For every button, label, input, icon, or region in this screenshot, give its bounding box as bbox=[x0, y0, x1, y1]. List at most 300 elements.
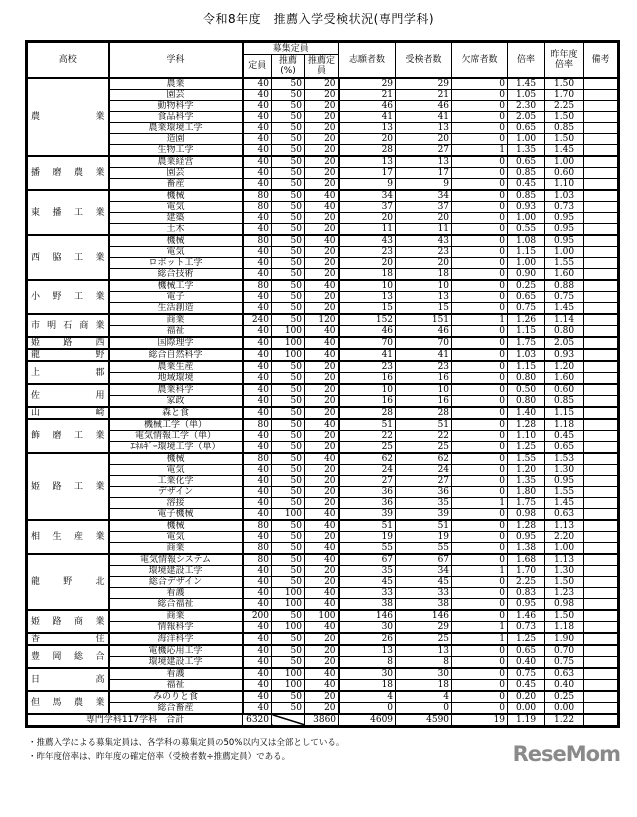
absent-cell: 0 bbox=[452, 431, 508, 442]
examinees-cell: 13 bbox=[396, 645, 452, 657]
quota-cell: 40 bbox=[243, 622, 272, 634]
table-row bbox=[27, 78, 619, 90]
rate-cell: 0.45 bbox=[508, 179, 545, 191]
table-row bbox=[27, 703, 619, 715]
prev-rate-cell: 0.93 bbox=[545, 349, 584, 361]
rec-pct-cell: 100 bbox=[272, 588, 305, 599]
rec-quota-cell: 20 bbox=[305, 476, 339, 487]
footnote: ・推薦入学による募集定員は、各学科の募集定員の50%以内又は全部としている。 bbox=[28, 738, 345, 748]
absent-cell: 0 bbox=[452, 280, 508, 292]
quota-cell: 80 bbox=[243, 190, 272, 202]
quota-cell: 80 bbox=[243, 202, 272, 213]
prev-rate-cell: 0.60 bbox=[545, 384, 584, 396]
dept-cell: 総合福祉 bbox=[109, 599, 243, 611]
notes-cell bbox=[584, 373, 619, 385]
rate-cell: 0.93 bbox=[508, 202, 545, 213]
absent-cell: 0 bbox=[452, 168, 508, 179]
notes-cell bbox=[584, 213, 619, 224]
applicants-cell: 45 bbox=[339, 577, 396, 588]
total-row bbox=[27, 714, 619, 727]
rec-pct-cell: 100 bbox=[272, 337, 305, 349]
applicants-cell: 17 bbox=[339, 168, 396, 179]
rec-quota-cell: 20 bbox=[305, 90, 339, 101]
rec-quota-cell: 20 bbox=[305, 498, 339, 509]
rate-cell: 0.65 bbox=[508, 156, 545, 168]
dept-cell: 機械 bbox=[109, 453, 243, 465]
rate-cell: 2.25 bbox=[508, 577, 545, 588]
dept-cell: 機械工学（単） bbox=[109, 419, 243, 431]
rate-cell: 1.15 bbox=[508, 361, 545, 373]
rec-pct-cell: 50 bbox=[272, 269, 305, 281]
prev-rate-cell: 1.45 bbox=[545, 303, 584, 315]
table-row bbox=[27, 213, 619, 224]
notes-cell bbox=[584, 476, 619, 487]
absent-cell: 0 bbox=[452, 703, 508, 715]
rec-pct-cell: 50 bbox=[272, 202, 305, 213]
applicants-cell: 23 bbox=[339, 247, 396, 258]
quota-cell: 40 bbox=[243, 680, 272, 692]
prev-rate-cell: 1.90 bbox=[545, 633, 584, 645]
dept-cell: 総合自然科学 bbox=[109, 349, 243, 361]
table-row bbox=[27, 373, 619, 385]
rec-quota-cell: 20 bbox=[305, 123, 339, 134]
prev-rate-cell: 1.50 bbox=[545, 610, 584, 622]
absent-cell: 0 bbox=[452, 645, 508, 657]
absent-cell: 0 bbox=[452, 190, 508, 202]
rate-cell: 0.80 bbox=[508, 396, 545, 408]
examinees-cell: 37 bbox=[396, 202, 452, 213]
rec-pct-cell: 50 bbox=[272, 112, 305, 123]
dept-cell: 園芸 bbox=[109, 168, 243, 179]
applicants-cell: 0 bbox=[339, 703, 396, 715]
table-row bbox=[27, 431, 619, 442]
rate-cell: 1.03 bbox=[508, 349, 545, 361]
rec-quota-cell: 20 bbox=[305, 442, 339, 454]
prev-rate-cell: 0.60 bbox=[545, 168, 584, 179]
absent-cell: 0 bbox=[452, 384, 508, 396]
footnotes bbox=[28, 736, 344, 764]
rec-quota-cell: 40 bbox=[305, 419, 339, 431]
examinees-cell: 29 bbox=[396, 78, 452, 90]
quota-cell: 40 bbox=[243, 487, 272, 498]
rec-pct-cell: 100 bbox=[272, 349, 305, 361]
quota-cell: 40 bbox=[243, 407, 272, 419]
quota-cell: 200 bbox=[243, 610, 272, 622]
rec-pct-cell: 50 bbox=[272, 168, 305, 179]
notes-cell bbox=[584, 123, 619, 134]
quota-cell: 40 bbox=[243, 476, 272, 487]
header-notes: 備考 bbox=[584, 42, 619, 79]
rate-cell: 1.05 bbox=[508, 90, 545, 101]
rate-cell: 1.10 bbox=[508, 431, 545, 442]
notes-cell bbox=[584, 657, 619, 669]
examinees-cell: 25 bbox=[396, 633, 452, 645]
quota-cell: 40 bbox=[243, 577, 272, 588]
header-rec-pct: 推薦(%) bbox=[272, 55, 305, 79]
dept-cell: 国際理学 bbox=[109, 337, 243, 349]
rec-pct-cell: 50 bbox=[272, 134, 305, 145]
quota-cell: 40 bbox=[243, 179, 272, 191]
table-row bbox=[27, 680, 619, 692]
dept-cell: 電子機械 bbox=[109, 509, 243, 521]
notes-cell bbox=[584, 577, 619, 588]
prev-rate-cell: 0.85 bbox=[545, 123, 584, 134]
examinees-cell: 8 bbox=[396, 657, 452, 669]
quota-cell: 80 bbox=[243, 543, 272, 555]
quota-cell: 40 bbox=[243, 361, 272, 373]
rec-quota-cell: 20 bbox=[305, 224, 339, 236]
applicants-cell: 4 bbox=[339, 691, 396, 703]
dept-cell: 電子 bbox=[109, 292, 243, 303]
prev-rate-cell: 1.60 bbox=[545, 269, 584, 281]
notes-cell bbox=[584, 465, 619, 476]
school-name: 日高 bbox=[27, 668, 109, 691]
prev-rate-cell: 1.30 bbox=[545, 465, 584, 476]
notes-cell bbox=[584, 680, 619, 692]
applicants-cell: 21 bbox=[339, 90, 396, 101]
examinees-cell: 39 bbox=[396, 509, 452, 521]
quota-cell: 40 bbox=[243, 112, 272, 123]
examinees-cell: 19 bbox=[396, 532, 452, 543]
examinees-cell: 17 bbox=[396, 168, 452, 179]
dept-cell: 生物工学 bbox=[109, 145, 243, 157]
quota-cell: 40 bbox=[243, 442, 272, 454]
rate-cell: 0.75 bbox=[508, 668, 545, 680]
rec-quota-cell: 40 bbox=[305, 622, 339, 634]
rec-pct-cell: 50 bbox=[272, 465, 305, 476]
header-examinees: 受検者数 bbox=[396, 42, 452, 79]
examinees-cell: 22 bbox=[396, 431, 452, 442]
quota-cell: 40 bbox=[243, 509, 272, 521]
school-name: 姫路工業 bbox=[27, 453, 109, 520]
notes-cell bbox=[584, 247, 619, 258]
notes-cell bbox=[584, 633, 619, 645]
quota-cell: 40 bbox=[243, 498, 272, 509]
prev-rate-cell: 1.00 bbox=[545, 247, 584, 258]
dept-cell: 電気 bbox=[109, 532, 243, 543]
rate-cell: 0.95 bbox=[508, 532, 545, 543]
dept-cell: 電機応用工学 bbox=[109, 645, 243, 657]
rate-cell: 0.40 bbox=[508, 657, 545, 669]
rec-pct-cell: 50 bbox=[272, 703, 305, 715]
header-dept: 学科 bbox=[109, 42, 243, 79]
applicants-cell: 34 bbox=[339, 190, 396, 202]
quota-cell: 40 bbox=[243, 691, 272, 703]
school-name: 市明石商業 bbox=[27, 314, 109, 337]
rec-pct-cell: 50 bbox=[272, 303, 305, 315]
rec-pct-cell: 50 bbox=[272, 476, 305, 487]
rec-quota-cell: 40 bbox=[305, 543, 339, 555]
dept-cell: ロボット工学 bbox=[109, 258, 243, 269]
absent-cell: 0 bbox=[452, 487, 508, 498]
applicants-cell: 19 bbox=[339, 532, 396, 543]
applicants-cell: 55 bbox=[339, 543, 396, 555]
rec-quota-cell: 40 bbox=[305, 337, 339, 349]
notes-cell bbox=[584, 190, 619, 202]
applicants-cell: 26 bbox=[339, 633, 396, 645]
rate-cell: 1.08 bbox=[508, 235, 545, 247]
applicants-cell: 29 bbox=[339, 78, 396, 90]
examinees-cell: 18 bbox=[396, 269, 452, 281]
prev-rate-cell: 0.95 bbox=[545, 213, 584, 224]
table-row bbox=[27, 498, 619, 509]
table-row bbox=[27, 292, 619, 303]
table-row bbox=[27, 280, 619, 292]
rec-quota-cell: 120 bbox=[305, 314, 339, 326]
notes-cell bbox=[584, 691, 619, 703]
notes-cell bbox=[584, 303, 619, 315]
examinees-cell: 151 bbox=[396, 314, 452, 326]
rec-quota-cell: 20 bbox=[305, 566, 339, 577]
total-notes bbox=[584, 714, 619, 727]
rate-cell: 0.45 bbox=[508, 680, 545, 692]
header-applicants: 志願者数 bbox=[339, 42, 396, 79]
rec-quota-cell: 20 bbox=[305, 633, 339, 645]
notes-cell bbox=[584, 156, 619, 168]
prev-rate-cell: 1.23 bbox=[545, 588, 584, 599]
absent-cell: 1 bbox=[452, 622, 508, 634]
rec-pct-cell: 50 bbox=[272, 396, 305, 408]
table-row bbox=[27, 90, 619, 101]
table-row bbox=[27, 190, 619, 202]
prev-rate-cell: 1.50 bbox=[545, 112, 584, 123]
applicants-cell: 36 bbox=[339, 498, 396, 509]
notes-cell bbox=[584, 498, 619, 509]
notes-cell bbox=[584, 292, 619, 303]
examinees-cell: 41 bbox=[396, 349, 452, 361]
absent-cell: 0 bbox=[452, 599, 508, 611]
dept-cell: 情報科学 bbox=[109, 622, 243, 634]
dept-cell: 電気情報工学（単） bbox=[109, 431, 243, 442]
table-row bbox=[27, 633, 619, 645]
prev-rate-cell: 0.95 bbox=[545, 235, 584, 247]
quota-cell: 40 bbox=[243, 90, 272, 101]
table-row bbox=[27, 112, 619, 123]
rec-pct-cell: 50 bbox=[272, 453, 305, 465]
rate-cell: 0.65 bbox=[508, 123, 545, 134]
quota-cell: 40 bbox=[243, 384, 272, 396]
table-row bbox=[27, 610, 619, 622]
rec-quota-cell: 20 bbox=[305, 247, 339, 258]
examinees-cell: 46 bbox=[396, 326, 452, 338]
school-name: 播磨農業 bbox=[27, 156, 109, 190]
rec-quota-cell: 20 bbox=[305, 373, 339, 385]
examinees-cell: 55 bbox=[396, 543, 452, 555]
rec-quota-cell: 20 bbox=[305, 465, 339, 476]
applicants-cell: 41 bbox=[339, 349, 396, 361]
rate-cell: 0.83 bbox=[508, 588, 545, 599]
rec-quota-cell: 40 bbox=[305, 668, 339, 680]
applicants-cell: 20 bbox=[339, 213, 396, 224]
dept-cell: 機械工学 bbox=[109, 280, 243, 292]
applicants-cell: 15 bbox=[339, 303, 396, 315]
rec-quota-cell: 20 bbox=[305, 112, 339, 123]
rec-pct-cell: 50 bbox=[272, 373, 305, 385]
school-name: 上郡 bbox=[27, 361, 109, 384]
rate-cell: 0.95 bbox=[508, 599, 545, 611]
applicants-cell: 28 bbox=[339, 145, 396, 157]
notes-cell bbox=[584, 622, 619, 634]
rec-pct-cell: 50 bbox=[272, 179, 305, 191]
applicants-cell: 16 bbox=[339, 396, 396, 408]
rec-pct-cell: 100 bbox=[272, 509, 305, 521]
prev-rate-cell: 1.14 bbox=[545, 314, 584, 326]
rate-cell: 0.65 bbox=[508, 645, 545, 657]
examinees-cell: 33 bbox=[396, 588, 452, 599]
table-row bbox=[27, 224, 619, 236]
notes-cell bbox=[584, 520, 619, 532]
rec-quota-cell: 20 bbox=[305, 691, 339, 703]
rec-quota-cell: 40 bbox=[305, 554, 339, 566]
absent-cell: 0 bbox=[452, 156, 508, 168]
absent-cell: 0 bbox=[452, 78, 508, 90]
table-row bbox=[27, 326, 619, 338]
applicants-cell: 24 bbox=[339, 465, 396, 476]
prev-rate-cell: 0.00 bbox=[545, 703, 584, 715]
examinees-cell: 20 bbox=[396, 213, 452, 224]
rec-quota-cell: 40 bbox=[305, 588, 339, 599]
notes-cell bbox=[584, 349, 619, 361]
rate-cell: 0.98 bbox=[508, 509, 545, 521]
table-row bbox=[27, 134, 619, 145]
prev-rate-cell: 1.55 bbox=[545, 487, 584, 498]
applicants-cell: 13 bbox=[339, 156, 396, 168]
examinees-cell: 11 bbox=[396, 224, 452, 236]
applicants-cell: 23 bbox=[339, 361, 396, 373]
absent-cell: 0 bbox=[452, 588, 508, 599]
rec-quota-cell: 100 bbox=[305, 610, 339, 622]
prev-rate-cell: 1.13 bbox=[545, 554, 584, 566]
prev-rate-cell: 1.00 bbox=[545, 543, 584, 555]
examinees-cell: 23 bbox=[396, 247, 452, 258]
notes-cell bbox=[584, 543, 619, 555]
absent-cell: 0 bbox=[452, 235, 508, 247]
prev-rate-cell: 0.65 bbox=[545, 442, 584, 454]
rec-pct-cell: 50 bbox=[272, 691, 305, 703]
table-row bbox=[27, 179, 619, 191]
applicants-cell: 46 bbox=[339, 101, 396, 112]
notes-cell bbox=[584, 509, 619, 521]
school-name: 農業 bbox=[27, 78, 109, 156]
notes-cell bbox=[584, 112, 619, 123]
table-row bbox=[27, 384, 619, 396]
rec-pct-cell: 50 bbox=[272, 224, 305, 236]
examinees-cell: 27 bbox=[396, 145, 452, 157]
applicants-cell: 13 bbox=[339, 645, 396, 657]
rec-pct-cell: 50 bbox=[272, 442, 305, 454]
rec-quota-cell: 20 bbox=[305, 396, 339, 408]
rate-cell: 0.90 bbox=[508, 269, 545, 281]
prev-rate-cell: 0.45 bbox=[545, 431, 584, 442]
notes-cell bbox=[584, 566, 619, 577]
examinees-cell: 70 bbox=[396, 337, 452, 349]
page-title: 令和8年度 推薦入学受検状況(専門学科) bbox=[203, 12, 434, 26]
total-rec-quota: 3860 bbox=[305, 714, 339, 727]
quota-cell: 40 bbox=[243, 326, 272, 338]
rate-cell: 1.00 bbox=[508, 258, 545, 269]
footer bbox=[0, 728, 637, 766]
absent-cell: 0 bbox=[452, 269, 508, 281]
rec-pct-cell: 100 bbox=[272, 668, 305, 680]
total-examinees: 4590 bbox=[396, 714, 452, 727]
quota-cell: 40 bbox=[243, 168, 272, 179]
table-row bbox=[27, 145, 619, 157]
prev-rate-cell: 2.05 bbox=[545, 337, 584, 349]
table-row bbox=[27, 235, 619, 247]
absent-cell: 0 bbox=[452, 577, 508, 588]
table-row bbox=[27, 442, 619, 454]
notes-cell bbox=[584, 224, 619, 236]
table-row bbox=[27, 337, 619, 349]
rate-cell: 1.75 bbox=[508, 498, 545, 509]
rec-pct-cell: 50 bbox=[272, 554, 305, 566]
quota-cell: 40 bbox=[243, 566, 272, 577]
rec-quota-cell: 20 bbox=[305, 361, 339, 373]
notes-cell bbox=[584, 134, 619, 145]
examinees-cell: 13 bbox=[396, 156, 452, 168]
table-row bbox=[27, 123, 619, 134]
rate-cell: 1.46 bbox=[508, 610, 545, 622]
rate-cell: 2.30 bbox=[508, 101, 545, 112]
table-row bbox=[27, 588, 619, 599]
notes-cell bbox=[584, 610, 619, 622]
prev-rate-cell: 0.70 bbox=[545, 645, 584, 657]
notes-cell bbox=[584, 588, 619, 599]
rec-pct-cell: 50 bbox=[272, 156, 305, 168]
dept-cell: 機械 bbox=[109, 235, 243, 247]
absent-cell: 0 bbox=[452, 361, 508, 373]
prev-rate-cell: 0.40 bbox=[545, 680, 584, 692]
dept-cell: デザイン bbox=[109, 487, 243, 498]
rate-cell: 1.15 bbox=[508, 247, 545, 258]
applicants-cell: 28 bbox=[339, 407, 396, 419]
applicants-cell: 152 bbox=[339, 314, 396, 326]
rate-cell: 0.50 bbox=[508, 384, 545, 396]
absent-cell: 0 bbox=[452, 349, 508, 361]
applicants-cell: 20 bbox=[339, 134, 396, 145]
absent-cell: 0 bbox=[452, 532, 508, 543]
notes-cell bbox=[584, 419, 619, 431]
quota-cell: 40 bbox=[243, 431, 272, 442]
school-name: 佐用 bbox=[27, 384, 109, 407]
quota-cell: 40 bbox=[243, 156, 272, 168]
notes-cell bbox=[584, 668, 619, 680]
rec-pct-cell: 50 bbox=[272, 90, 305, 101]
notes-cell bbox=[584, 145, 619, 157]
examinees-cell: 23 bbox=[396, 361, 452, 373]
rec-quota-cell: 40 bbox=[305, 280, 339, 292]
rate-cell: 1.70 bbox=[508, 566, 545, 577]
examinees-cell: 27 bbox=[396, 476, 452, 487]
applicants-cell: 46 bbox=[339, 326, 396, 338]
school-name: 飾磨工業 bbox=[27, 419, 109, 453]
examinees-cell: 34 bbox=[396, 190, 452, 202]
prev-rate-cell: 1.30 bbox=[545, 566, 584, 577]
prev-rate-cell: 1.00 bbox=[545, 156, 584, 168]
total-applicants: 4609 bbox=[339, 714, 396, 727]
absent-cell: 0 bbox=[452, 509, 508, 521]
absent-cell: 0 bbox=[452, 179, 508, 191]
dept-cell: 総合技術 bbox=[109, 269, 243, 281]
prev-rate-cell: 0.95 bbox=[545, 476, 584, 487]
notes-cell bbox=[584, 431, 619, 442]
examinees-cell: 25 bbox=[396, 442, 452, 454]
rec-pct-cell: 50 bbox=[272, 532, 305, 543]
rec-quota-cell: 20 bbox=[305, 431, 339, 442]
notes-cell bbox=[584, 384, 619, 396]
quota-cell: 40 bbox=[243, 349, 272, 361]
applicants-cell: 62 bbox=[339, 453, 396, 465]
